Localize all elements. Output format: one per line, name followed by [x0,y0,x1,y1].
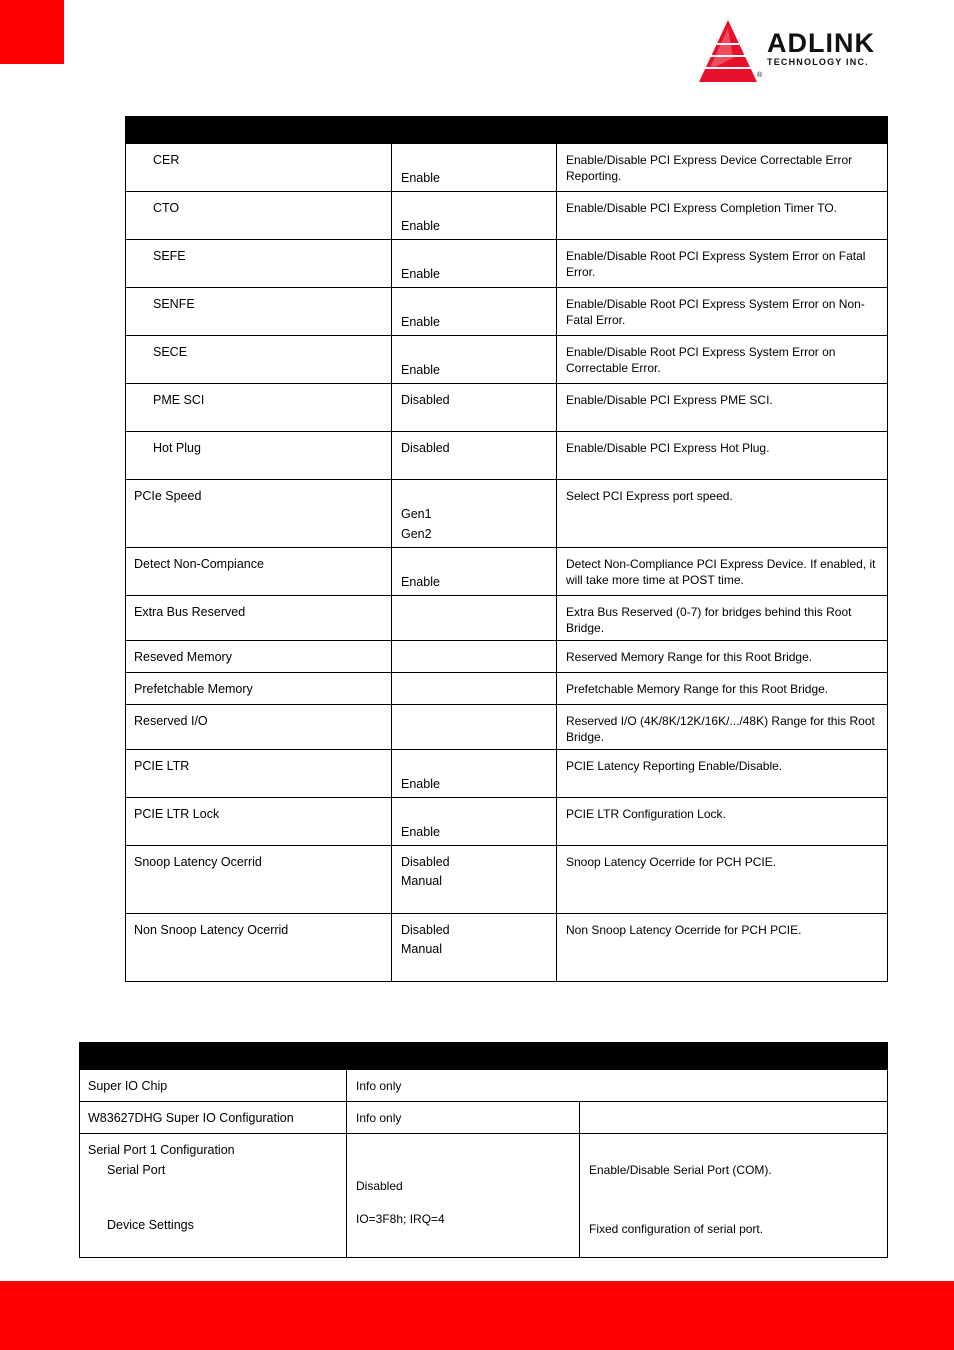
super-io-table [79,1042,888,1258]
option-value: Enable [401,777,440,791]
table-row [126,750,888,798]
options-cell [392,548,557,596]
option-value: Enable [401,171,440,185]
feature-cell: Hot Plug [126,432,392,480]
table-row [126,914,888,982]
feature-cell: PCIe Speed [126,480,392,548]
table-row [80,1134,888,1258]
table-row [126,192,888,240]
description-cell: Enable/Disable Root PCI Express System Error on Fatal Error. [557,240,888,288]
table-row [126,288,888,336]
header-red-corner [0,0,64,64]
description-cell: Reserved I/O (4K/8K/12K/16K/.../48K) Range for this Root Bridge. [557,705,888,750]
option-value [401,673,548,699]
options-cell [392,846,557,914]
footer-red-bar [0,1281,954,1350]
option-value [401,336,548,362]
option-value [401,288,548,314]
feature-cell: Super IO Chip [80,1070,347,1102]
feature-cell: PCIE LTR Lock [126,798,392,846]
table-row [80,1070,888,1102]
option-value: Disabled [401,923,450,937]
option-value [401,798,548,824]
options-cell [392,144,557,192]
feature-cell: SENFE [126,288,392,336]
options-cell [392,384,557,432]
table-row [126,548,888,596]
options-cell [392,750,557,798]
description-cell: Reserved Memory Range for this Root Bridge. [557,641,888,673]
device-settings-label: Device Settings [107,1218,194,1232]
feature-cell: W83627DHG Super IO Configuration [80,1102,347,1134]
feature-cell [80,1134,347,1258]
feature-cell: CER [126,144,392,192]
option-value [401,240,548,266]
option-value [401,705,548,731]
options-cell [392,673,557,705]
option-value: Manual [401,874,442,888]
table-row [126,432,888,480]
option-value [401,548,548,574]
table-row [126,673,888,705]
options-cell [392,641,557,673]
feature-cell: CTO [126,192,392,240]
table-row [126,480,888,548]
options-cell [392,240,557,288]
options-cell [392,705,557,750]
logo-name: ADLINK [767,28,875,58]
options-cell [392,480,557,548]
option-value: Enable [401,267,440,281]
feature-cell: Reseved Memory [126,641,392,673]
feature-cell: Non Snoop Latency Ocerrid [126,914,392,982]
description-cell: Extra Bus Reserved (0-7) for bridges behind this Root Bridge. [557,596,888,641]
description-cell: Detect Non-Compliance PCI Express Device. If enabled, it will take more time at POST time. [557,548,888,596]
group-label: Serial Port 1 Configuration [88,1143,235,1157]
table-row [126,846,888,914]
description-cell: Snoop Latency Ocerride for PCH PCIE. [557,846,888,914]
option-value: Enable [401,575,440,589]
description-cell: Enable/Disable Root PCI Express System Error on Correctable Error. [557,336,888,384]
option-value: Enable [401,825,440,839]
adlink-logo [695,18,910,84]
table-row [126,144,888,192]
table-row [126,336,888,384]
feature-cell: Detect Non-Compiance [126,548,392,596]
pcie-settings-table [125,116,888,982]
table-row [126,384,888,432]
option-value: Enable [401,315,440,329]
options-cell [392,288,557,336]
description-cell: Select PCI Express port speed. [557,480,888,548]
feature-cell: PME SCI [126,384,392,432]
serial-port-desc: Enable/Disable Serial Port (COM). [589,1163,772,1177]
description-cell: Enable/Disable PCI Express Completion Timer TO. [557,192,888,240]
options-cell [392,596,557,641]
option-value [401,144,548,170]
description-cell: Enable/Disable PCI Express PME SCI. [557,384,888,432]
description-cell: Enable/Disable Root PCI Express System Error on Non-Fatal Error. [557,288,888,336]
serial-port-value: Disabled [356,1179,403,1193]
options-cell [392,192,557,240]
feature-cell: Reserved I/O [126,705,392,750]
option-value: Disabled [401,441,450,455]
feature-cell: SECE [126,336,392,384]
device-settings-value: IO=3F8h; IRQ=4 [356,1212,445,1226]
description-cell: Prefetchable Memory Range for this Root Bridge. [557,673,888,705]
options-cell [392,798,557,846]
description-cell: Non Snoop Latency Ocerride for PCH PCIE. [557,914,888,982]
option-value: Gen1 [401,507,432,521]
description-cell: Enable/Disable PCI Express Device Correctable Error Reporting. [557,144,888,192]
feature-cell: Snoop Latency Ocerrid [126,846,392,914]
table-row [126,596,888,641]
table-header [80,1043,888,1070]
table-row [126,641,888,673]
feature-cell: SEFE [126,240,392,288]
option-value: Enable [401,219,440,233]
description-cell: Enable/Disable PCI Express Hot Plug. [557,432,888,480]
feature-cell: Extra Bus Reserved [126,596,392,641]
serial-port-label: Serial Port [107,1163,166,1177]
description-cell: PCIE LTR Configuration Lock. [557,798,888,846]
table-row [126,240,888,288]
logo-registered: ® [757,72,763,79]
option-value: Disabled [401,855,450,869]
option-value [401,596,548,622]
table-row [126,798,888,846]
options-cell [392,914,557,982]
table-row [80,1102,888,1134]
options-cell [392,336,557,384]
option-value: Disabled [401,393,450,407]
table-header [126,117,888,144]
description-cell [580,1102,888,1134]
option-value: Manual [401,942,442,956]
options-cell [392,432,557,480]
adlink-triangle-icon [695,18,761,84]
table-row [126,705,888,750]
value-cell [347,1134,580,1258]
value-cell: Info only [347,1070,888,1102]
feature-cell: PCIE LTR [126,750,392,798]
option-value [401,641,548,667]
logo-subtitle: TECHNOLOGY INC. [767,57,869,67]
description-cell: PCIE Latency Reporting Enable/Disable. [557,750,888,798]
option-value [401,480,548,506]
device-settings-desc: Fixed configuration of serial port. [589,1222,764,1236]
option-value [401,750,548,776]
option-value: Enable [401,363,440,377]
value-cell: Info only [347,1102,580,1134]
option-value: Gen2 [401,527,432,541]
feature-cell: Prefetchable Memory [126,673,392,705]
description-cell [580,1134,888,1258]
option-value [401,192,548,218]
